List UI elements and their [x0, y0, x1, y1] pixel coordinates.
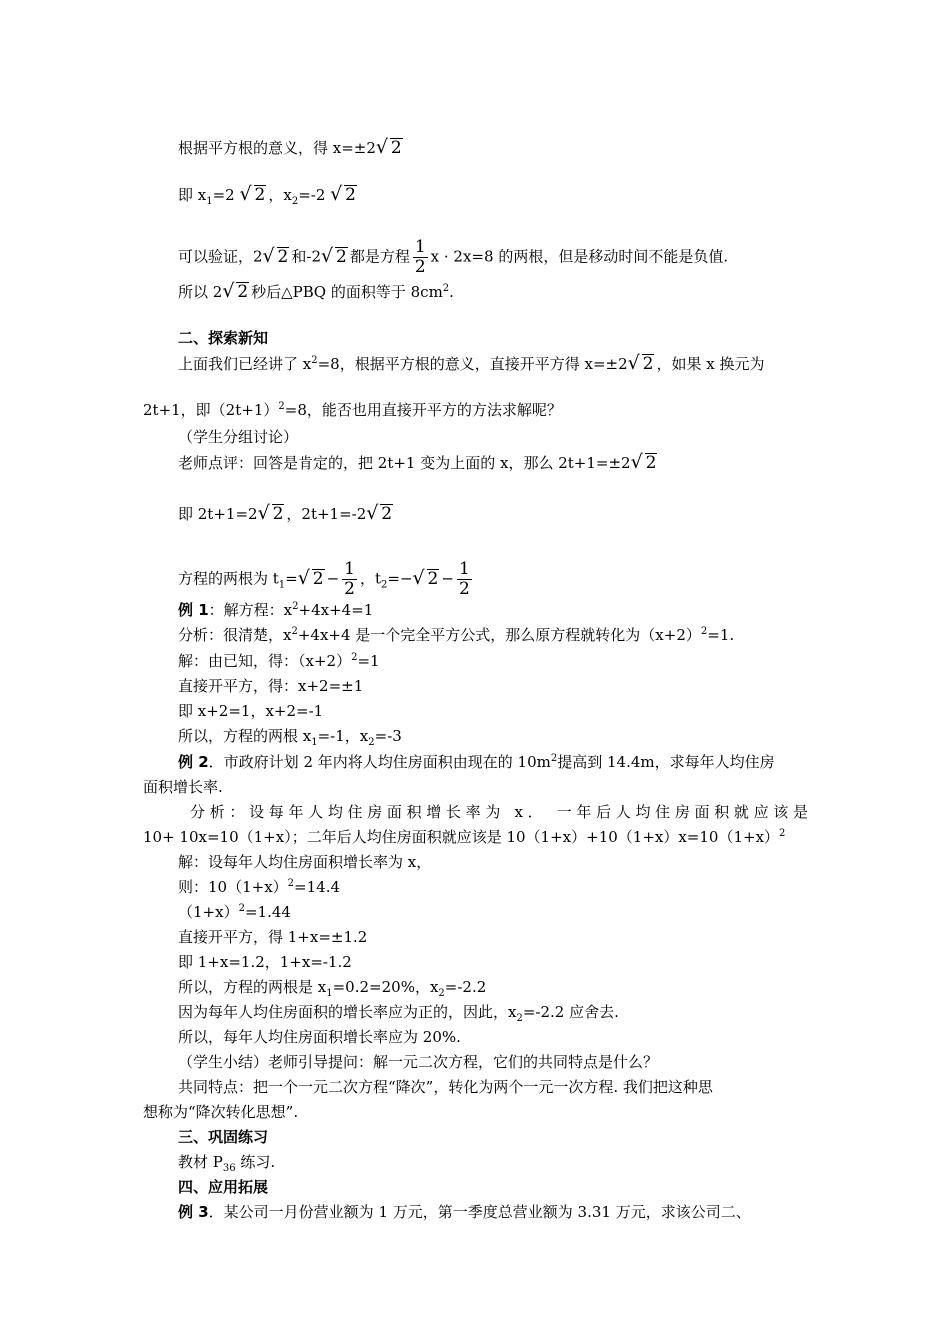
text-line: 即 x+2=1，x+2=-1	[178, 702, 324, 720]
example-3: 例 3．某公司一月份营业额为 1 万元，第一季度总营业额为 3.31 万元，求该公司二、	[178, 1203, 751, 1221]
text-line: 教材 $P_{36}$ 练习.	[178, 1153, 276, 1174]
text-line: 上面我们已经讲了 $x^2=8$，根据平方根的意义，直接开平方得 x=±2√ 2 ，如果 x 换元为	[178, 354, 764, 374]
section-heading: 二、探索新知	[178, 329, 269, 347]
text-line: 所以，方程的两根是 $x_1=0.2=20\%$，$x_2=-2.2$	[178, 978, 487, 999]
sqrt-symbol: √ 2	[224, 282, 249, 302]
text-line: 方程的两根为 $t_1=√$ 2 − $\frac{1}{2}$ ，$t_2=-√$ 2 − $\frac{1}{2}$	[178, 560, 475, 599]
sqrt-symbol: √ 2	[332, 185, 357, 205]
text-line: 老师点评：回答是肯定的，把 2t+1 变为上面的 x，那么 2t+1=±2√ 2	[178, 453, 659, 473]
text-line: 所以，方程的两根 $x_1=-1$，$x_2=-3$	[178, 727, 402, 748]
text-line: 则：$10(1+x)^2=14.4$	[178, 878, 341, 896]
sqrt-symbol: √ 2	[323, 247, 348, 267]
text-line: 即 $x_1=2$ √ 2 ，$x_2=-2$ √ 2	[178, 185, 359, 205]
text-line: 分析：很清楚，$x^2+4x+4$ 是一个完全平方公式，那么原方程就转化为$(x+2)^2=1$.	[178, 626, 735, 644]
text-line: 因为每年人均住房面积的增长率应为正的，因此，$x_2=-2.2$ 应舍去.	[178, 1003, 619, 1024]
text-line: 分析：设每年人均住房面积增长率为 x． 一年后人均住房面积就应该是	[190, 803, 808, 821]
sqrt-symbol: √ 2	[265, 247, 290, 267]
text-line: 直接开平方，得 1+x=±1.2	[178, 928, 368, 946]
fraction: $\frac{1}{2}$	[344, 559, 355, 599]
text-line: 直接开平方，得：x+2=±1	[178, 677, 364, 695]
text-line: 共同特点：把一个一元二次方程“降次”，转化为两个一元一次方程. 我们把这种思	[178, 1078, 713, 1096]
text-line: 解：由已知，得：$(x+2)^2=1$	[178, 652, 380, 670]
text-line: 2t+1，即$(2t+1)^2=8$，能否也用直接开平方的方法求解呢？	[143, 401, 562, 419]
text-line: 想称为“降次转化思想”.	[143, 1103, 299, 1121]
sqrt-symbol: √ 2	[378, 138, 403, 158]
example-1: 例 1：解方程：$x^2+4x+4=1$	[178, 601, 374, 619]
text-line: 所以 2√ 2 秒后△PBQ 的面积等于 $8cm^2$.	[178, 282, 454, 302]
example-2: 例 2．市政府计划 2 年内将人均住房面积由现在的 $10m^2$提高到 14.4m，求每年人均住房	[178, 753, 775, 771]
sqrt-symbol: √ 2	[630, 354, 655, 374]
sqrt-symbol: √ 2	[260, 504, 285, 524]
section-heading: 四、应用拓展	[178, 1178, 269, 1196]
text-line: 10+ 10x=10（1+x）；二年后人均住房面积就应该是 $10(1+x)+10(1+x)x=10(1+x)^2$	[143, 828, 786, 846]
sqrt-symbol: √ 2	[368, 504, 393, 524]
text-line: （学生分组讨论）	[178, 428, 299, 446]
sqrt-symbol: √ 2	[300, 569, 325, 589]
text-line: 根据平方根的意义，得 x=±2√ 2	[178, 138, 405, 158]
text-line: 可以验证，2√ 2 和-2√ 2 都是方程 $\frac{1}{2}$ x · 2x=8 的两根，但是移动时间不能是负值.	[178, 238, 728, 277]
section-heading: 三、巩固练习	[178, 1128, 269, 1146]
text-line: 解：设每年人均住房面积增长率为 x，	[178, 853, 432, 871]
text-line: （学生小结）老师引导提问：解一元二次方程，它们的共同特点是什么？	[178, 1053, 659, 1071]
text-line: 所以，每年人均住房面积增长率应为 20%.	[178, 1028, 461, 1046]
sqrt-symbol: √ 2	[633, 453, 658, 473]
text-line: 即 2t+1=2√ 2 ，2t+1=-2√ 2	[178, 504, 395, 524]
text-line: 即 1+x=1.2，1+x=-1.2	[178, 953, 352, 971]
text-line: $(1+x)^2=1.44$	[178, 903, 291, 921]
fraction: $\frac{1}{2}$	[458, 559, 470, 599]
text-line: 面积增长率.	[143, 778, 223, 796]
sqrt-symbol: √ 2	[415, 569, 440, 589]
fraction: $\frac{1}{2}$	[414, 237, 426, 277]
sqrt-symbol: √ 2	[242, 185, 267, 205]
